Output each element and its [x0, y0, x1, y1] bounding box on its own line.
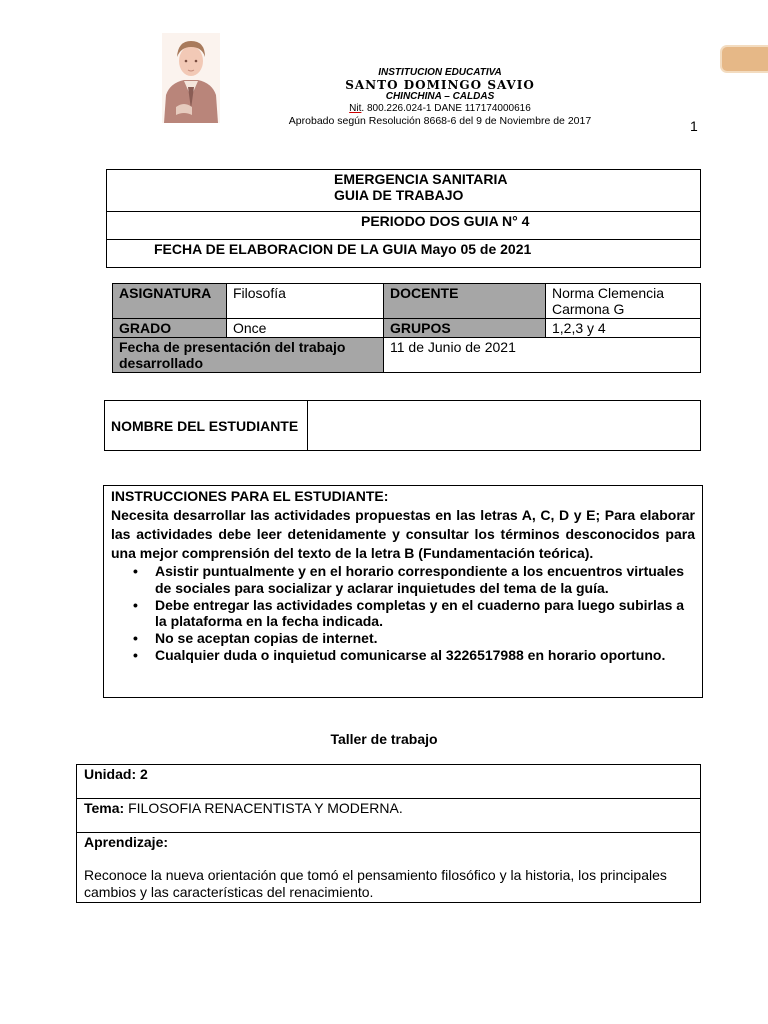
docente-value: Norma Clemencia Carmona G	[546, 284, 701, 319]
instructions-title: INSTRUCCIONES PARA EL ESTUDIANTE:	[111, 488, 389, 504]
unidad-cell: Unidad: 2	[77, 765, 701, 799]
instructions-intro: Necesita desarrollar las actividades propuestas en las letras A, C, D y E; Para elaborar las actividades debe leer detenidamente y consultar los términos desconocidos para una mejor comprensión del texto de la letra B (Fundamentación teórica).	[111, 507, 695, 561]
institution-header	[270, 67, 610, 127]
guide-title-box	[106, 169, 701, 268]
page-tab-marker[interactable]	[722, 47, 768, 71]
guide-subtitle: GUIA DE TRABAJO	[334, 187, 464, 203]
grado-value: Once	[227, 319, 384, 338]
student-name-label: NOMBRE DEL ESTUDIANTE	[105, 401, 308, 451]
school-resolution: Aprobado según Resolución 8668-6 del 9 de Noviembre de 2017	[288, 115, 592, 127]
tema-cell	[77, 799, 701, 833]
aprendizaje-label: Aprendizaje:	[84, 834, 169, 850]
grado-label: GRADO	[113, 319, 227, 338]
tema-label: Tema:	[84, 800, 125, 816]
instruction-item: • Cualquier duda o inquietud comunicarse al 3226517988 en horario oportuno.	[155, 647, 695, 664]
grupos-label: GRUPOS	[384, 319, 546, 338]
saint-portrait-image	[162, 33, 220, 123]
aprendizaje-text: Reconoce la nueva orientación que tomó el pensamiento filosófico y la historia, los principales cambios y las características del renacimiento.	[84, 867, 667, 900]
elaboration-date: FECHA DE ELABORACION DE LA GUIA Mayo 05 de 2021	[107, 240, 701, 268]
fecha-presentacion-value: 11 de Junio de 2021	[384, 338, 701, 373]
school-nit	[270, 103, 610, 115]
tema-value: FILOSOFIA RENACENTISTA Y MODERNA.	[124, 800, 403, 816]
aprendizaje-cell	[77, 833, 701, 903]
period-line: PERIODO DOS GUIA N° 4	[107, 212, 701, 240]
instruction-item: • No se aceptan copias de internet.	[155, 630, 695, 647]
emergency-title: EMERGENCIA SANITARIA	[334, 171, 508, 187]
nit-value: . 800.226.024-1 DANE 117174000616	[361, 103, 531, 114]
asignatura-value: Filosofía	[227, 284, 384, 319]
school-city: CHINCHINA – CALDAS	[385, 91, 495, 102]
school-name: SANTO DOMINGO SAVIO	[345, 78, 535, 92]
instructions-list	[111, 563, 695, 664]
grupos-value: 1,2,3 y 4	[546, 319, 701, 338]
student-name-field[interactable]	[308, 401, 701, 451]
asignatura-label: ASIGNATURA	[113, 284, 227, 319]
workshop-title: Taller de trabajo	[330, 731, 438, 747]
instruction-item: • Debe entregar las actividades completas y en el cuaderno para luego subirlas a la plataforma en la fecha indicada.	[155, 597, 695, 630]
institution-label: INSTITUCION EDUCATIVA	[378, 67, 502, 78]
instructions-box	[103, 485, 703, 698]
student-name-box	[104, 400, 701, 451]
page-number: 1	[690, 118, 698, 134]
guide-title-cell	[107, 170, 701, 212]
docente-label: DOCENTE	[384, 284, 546, 319]
workshop-table	[76, 764, 701, 903]
nit-label: Nit	[349, 103, 362, 114]
subject-info-table	[112, 283, 701, 373]
instruction-item: • Asistir puntualmente y en el horario correspondiente a los encuentros virtuales de sociales para socializar y aclarar inquietudes del tema de la guía.	[155, 563, 695, 596]
fecha-presentacion-label: Fecha de presentación del trabajo desarrollado	[113, 338, 384, 373]
